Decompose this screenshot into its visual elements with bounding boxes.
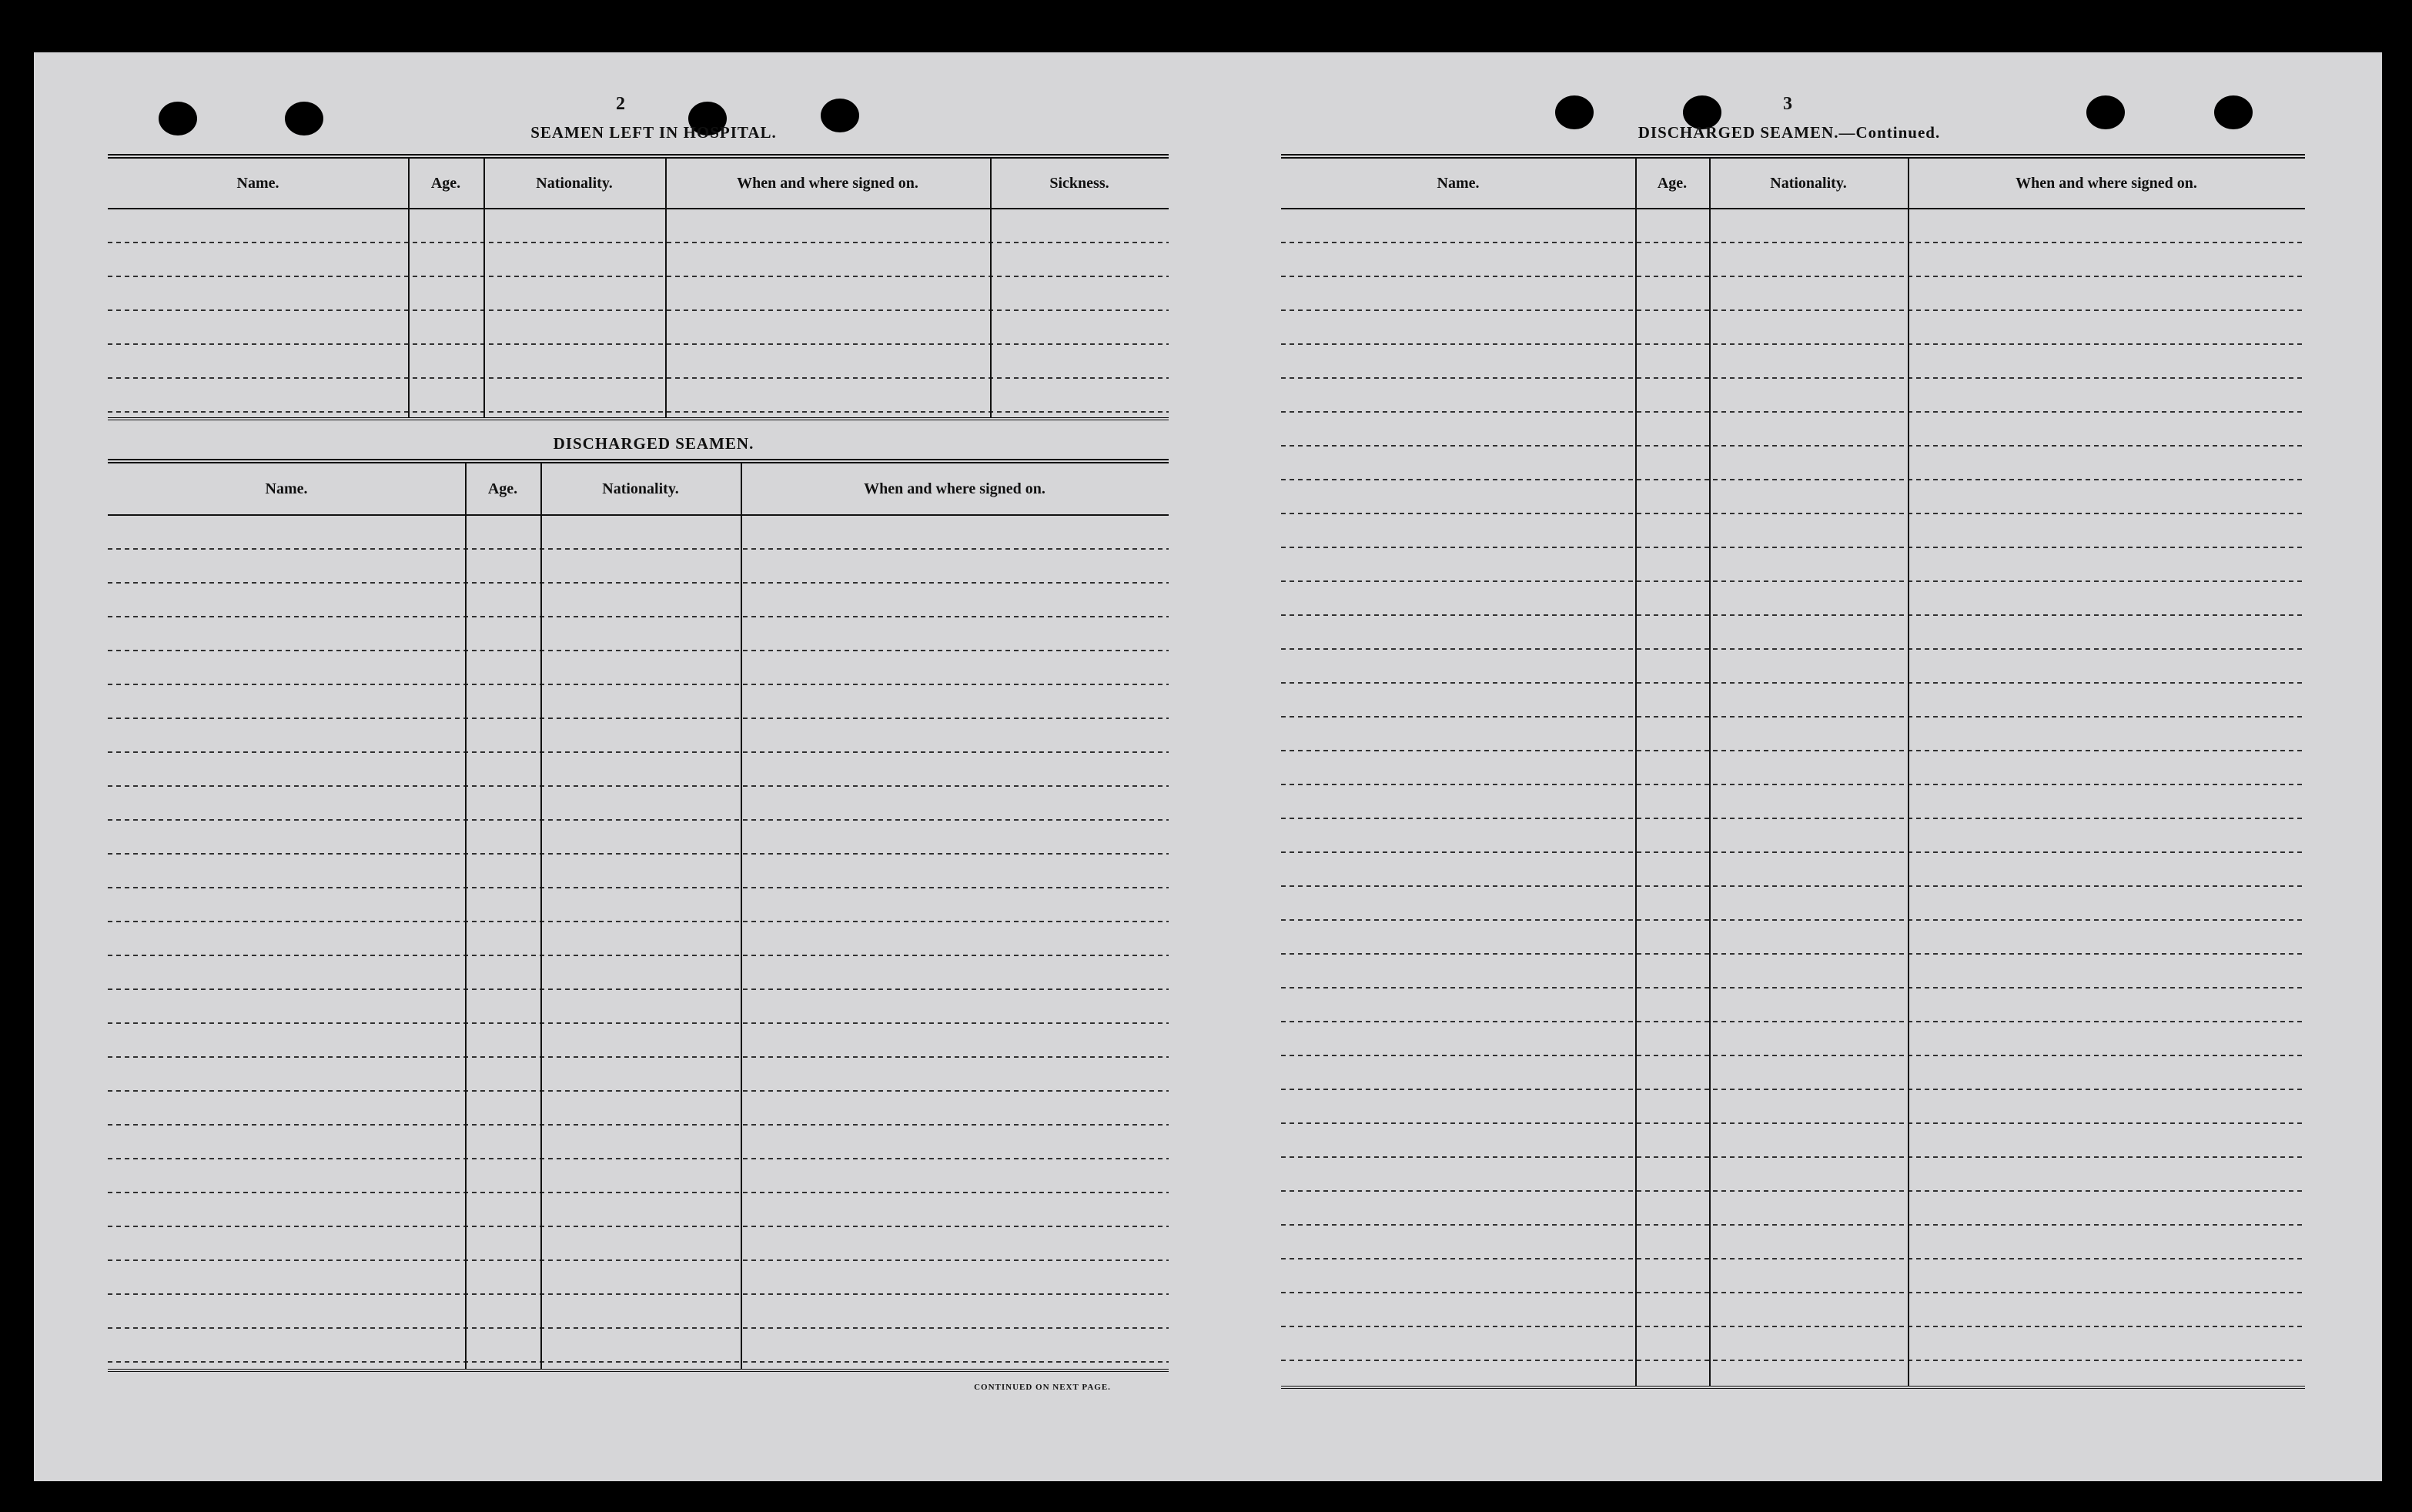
column-divider [540,463,542,1369]
column-divider [483,159,485,417]
document-sheet [34,52,2382,1481]
punch-hole [285,102,323,135]
col-header-age: Age. [1657,174,1688,192]
column-divider [990,159,992,417]
column-divider [1709,159,1711,1386]
column-divider [465,463,467,1369]
column-divider [408,159,410,417]
discharged-continued-title: DISCHARGED SEAMEN.—Continued. [1638,123,1941,142]
hospital-table-header [108,159,1169,209]
discharged-table-header [108,463,1169,516]
discharged-section-title: DISCHARGED SEAMEN. [553,434,754,453]
col-header-age: Age. [487,480,518,497]
col-header-nationality: Nationality. [536,174,613,192]
discharged-table [108,459,1169,1372]
discharged-continued-rows [1281,209,2305,1386]
discharged-continued-table [1281,154,2305,1389]
punch-hole [2214,95,2253,129]
col-header-signed-on: When and where signed on. [2016,174,2197,192]
discharged-continued-header [1281,159,2305,209]
page-number-right: 3 [1783,94,1792,114]
hospital-section-title: SEAMEN LEFT IN HOSPITAL. [530,123,777,142]
col-header-nationality: Nationality. [602,480,679,497]
continued-footer: CONTINUED ON NEXT PAGE. [974,1383,1111,1392]
punch-hole [1555,95,1594,129]
col-header-name: Name. [265,480,308,497]
hospital-table [108,154,1169,420]
page-number-left: 2 [616,94,625,114]
discharged-table-rows [108,516,1169,1369]
column-divider [1908,159,1909,1386]
column-divider [665,159,667,417]
col-header-sickness: Sickness. [1049,174,1109,192]
column-divider [1635,159,1637,1386]
col-header-name: Name. [1437,174,1480,192]
punch-hole [2086,95,2125,129]
col-header-signed-on: When and where signed on. [737,174,918,192]
hospital-table-rows [108,209,1169,417]
column-divider [741,463,742,1369]
col-header-nationality: Nationality. [1770,174,1847,192]
col-header-age: Age. [430,174,461,192]
punch-hole [159,102,197,135]
col-header-signed-on: When and where signed on. [864,480,1045,497]
col-header-name: Name. [236,174,279,192]
